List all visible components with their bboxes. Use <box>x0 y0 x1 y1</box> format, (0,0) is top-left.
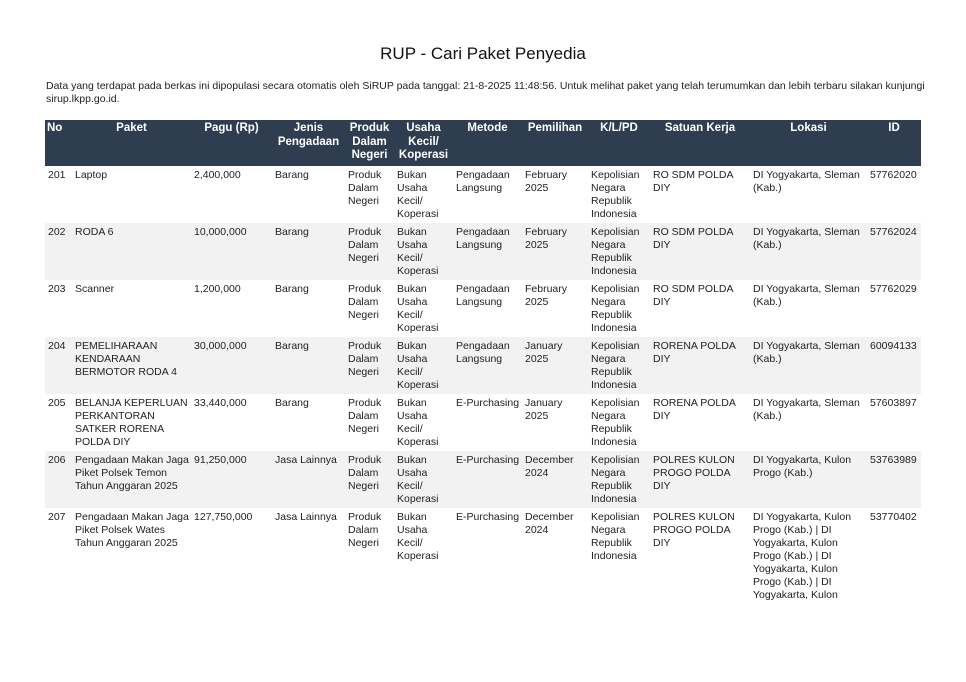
cell-usaha: Bukan Usaha Kecil/ Koperasi <box>394 166 453 223</box>
table-row <box>45 508 921 604</box>
cell-no: 207 <box>45 508 72 604</box>
cell-pemilihan: February 2025 <box>522 223 588 280</box>
cell-usaha: Bukan Usaha Kecil/ Koperasi <box>394 337 453 394</box>
cell-usaha: Bukan Usaha Kecil/ Koperasi <box>394 280 453 337</box>
cell-produk: Produk Dalam Negeri <box>345 223 394 280</box>
cell-metode: E-Purchasing <box>453 508 522 604</box>
cell-metode: Pengadaan Langsung <box>453 166 522 223</box>
cell-satuan-kerja: RO SDM POLDA DIY <box>650 223 750 280</box>
cell-jenis: Barang <box>272 166 345 223</box>
cell-satuan-kerja: POLRES KULON PROGO POLDA DIY <box>650 508 750 604</box>
cell-paket: Scanner <box>72 280 191 337</box>
col-header-lokasi: Lokasi <box>750 120 867 166</box>
col-header-paket: Paket <box>72 120 191 166</box>
cell-pagu: 2,400,000 <box>191 166 272 223</box>
cell-lokasi: DI Yogyakarta, Kulon Progo (Kab.) | DI Yogyakarta, Kulon Progo (Kab.) | DI Yogyakarta, Kulon Progo (Kab.) | DI Yogyakarta, Kulon <box>750 508 867 604</box>
cell-paket: Pengadaan Makan Jaga Piket Polsek Wates Tahun Anggaran 2025 <box>72 508 191 604</box>
table-row <box>45 337 921 394</box>
table-row <box>45 223 921 280</box>
package-table <box>45 120 921 604</box>
col-header-satuan-kerja: Satuan Kerja <box>650 120 750 166</box>
cell-pagu: 91,250,000 <box>191 451 272 508</box>
cell-pemilihan: December 2024 <box>522 508 588 604</box>
cell-paket: PEMELIHARAAN KENDARAAN BERMOTOR RODA 4 <box>72 337 191 394</box>
page-title: RUP - Cari Paket Penyedia <box>380 44 586 63</box>
cell-produk: Produk Dalam Negeri <box>345 394 394 451</box>
cell-paket: RODA 6 <box>72 223 191 280</box>
cell-pemilihan: January 2025 <box>522 337 588 394</box>
cell-produk: Produk Dalam Negeri <box>345 166 394 223</box>
cell-usaha: Bukan Usaha Kecil/ Koperasi <box>394 223 453 280</box>
cell-no: 202 <box>45 223 72 280</box>
cell-pagu: 10,000,000 <box>191 223 272 280</box>
cell-no: 203 <box>45 280 72 337</box>
cell-metode: E-Purchasing <box>453 394 522 451</box>
cell-jenis: Jasa Lainnya <box>272 451 345 508</box>
cell-produk: Produk Dalam Negeri <box>345 280 394 337</box>
cell-pagu: 1,200,000 <box>191 280 272 337</box>
cell-satuan-kerja: POLRES KULON PROGO POLDA DIY <box>650 451 750 508</box>
cell-jenis: Barang <box>272 280 345 337</box>
cell-klpd: Kepolisian Negara Republik Indonesia <box>588 394 650 451</box>
cell-id: 57762024 <box>867 223 921 280</box>
cell-no: 205 <box>45 394 72 451</box>
cell-produk: Produk Dalam Negeri <box>345 337 394 394</box>
cell-satuan-kerja: RO SDM POLDA DIY <box>650 280 750 337</box>
col-header-klpd: K/L/PD <box>588 120 650 166</box>
cell-klpd: Kepolisian Negara Republik Indonesia <box>588 166 650 223</box>
cell-pemilihan: February 2025 <box>522 280 588 337</box>
table-row <box>45 166 921 223</box>
intro-text: Data yang terdapat pada berkas ini dipopulasi secara otomatis oleh SiRUP pada tanggal: 21-8-2025 11:48:56. Untuk melihat paket yang telah terumumkan dan lebih terbaru silakan kunjungi sirup.lkpp.go.id. <box>46 80 925 105</box>
cell-no: 201 <box>45 166 72 223</box>
cell-paket: Pengadaan Makan Jaga Piket Polsek Temon Tahun Anggaran 2025 <box>72 451 191 508</box>
cell-satuan-kerja: RORENA POLDA DIY <box>650 394 750 451</box>
cell-pemilihan: December 2024 <box>522 451 588 508</box>
cell-pagu: 127,750,000 <box>191 508 272 604</box>
cell-usaha: Bukan Usaha Kecil/ Koperasi <box>394 508 453 604</box>
cell-id: 57603897 <box>867 394 921 451</box>
cell-lokasi: DI Yogyakarta, Sleman (Kab.) <box>750 166 867 223</box>
cell-id: 57762029 <box>867 280 921 337</box>
table-row <box>45 394 921 451</box>
cell-no: 206 <box>45 451 72 508</box>
cell-klpd: Kepolisian Negara Republik Indonesia <box>588 280 650 337</box>
cell-pagu: 30,000,000 <box>191 337 272 394</box>
cell-lokasi: DI Yogyakarta, Sleman (Kab.) <box>750 280 867 337</box>
cell-jenis: Barang <box>272 223 345 280</box>
cell-metode: E-Purchasing <box>453 451 522 508</box>
cell-pemilihan: February 2025 <box>522 166 588 223</box>
cell-usaha: Bukan Usaha Kecil/ Koperasi <box>394 394 453 451</box>
cell-satuan-kerja: RO SDM POLDA DIY <box>650 166 750 223</box>
cell-lokasi: DI Yogyakarta, Sleman (Kab.) <box>750 223 867 280</box>
cell-klpd: Kepolisian Negara Republik Indonesia <box>588 223 650 280</box>
cell-produk: Produk Dalam Negeri <box>345 508 394 604</box>
col-header-produk: Produk Dalam Negeri <box>345 120 394 166</box>
col-header-jenis: Jenis Pengadaan <box>272 120 345 166</box>
cell-pagu: 33,440,000 <box>191 394 272 451</box>
cell-jenis: Barang <box>272 394 345 451</box>
cell-paket: BELANJA KEPERLUAN PERKANTORAN SATKER RORENA POLDA DIY <box>72 394 191 451</box>
cell-no: 204 <box>45 337 72 394</box>
col-header-usaha: Usaha Kecil/ Koperasi <box>394 120 453 166</box>
cell-lokasi: DI Yogyakarta, Kulon Progo (Kab.) <box>750 451 867 508</box>
table-row <box>45 451 921 508</box>
table-header-row <box>45 120 921 166</box>
col-header-metode: Metode <box>453 120 522 166</box>
cell-klpd: Kepolisian Negara Republik Indonesia <box>588 337 650 394</box>
cell-produk: Produk Dalam Negeri <box>345 451 394 508</box>
cell-klpd: Kepolisian Negara Republik Indonesia <box>588 508 650 604</box>
cell-metode: Pengadaan Langsung <box>453 223 522 280</box>
cell-satuan-kerja: RORENA POLDA DIY <box>650 337 750 394</box>
col-header-id: ID <box>867 120 921 166</box>
cell-id: 53770402 <box>867 508 921 604</box>
col-header-pagu: Pagu (Rp) <box>191 120 272 166</box>
cell-klpd: Kepolisian Negara Republik Indonesia <box>588 451 650 508</box>
cell-metode: Pengadaan Langsung <box>453 337 522 394</box>
cell-metode: Pengadaan Langsung <box>453 280 522 337</box>
cell-id: 53763989 <box>867 451 921 508</box>
cell-jenis: Barang <box>272 337 345 394</box>
cell-lokasi: DI Yogyakarta, Sleman (Kab.) <box>750 394 867 451</box>
col-header-no: No <box>45 120 72 166</box>
cell-paket: Laptop <box>72 166 191 223</box>
cell-pemilihan: January 2025 <box>522 394 588 451</box>
cell-usaha: Bukan Usaha Kecil/ Koperasi <box>394 451 453 508</box>
cell-lokasi: DI Yogyakarta, Sleman (Kab.) <box>750 337 867 394</box>
cell-id: 57762020 <box>867 166 921 223</box>
cell-id: 60094133 <box>867 337 921 394</box>
table-row <box>45 280 921 337</box>
cell-jenis: Jasa Lainnya <box>272 508 345 604</box>
col-header-pemilihan: Pemilihan <box>522 120 588 166</box>
